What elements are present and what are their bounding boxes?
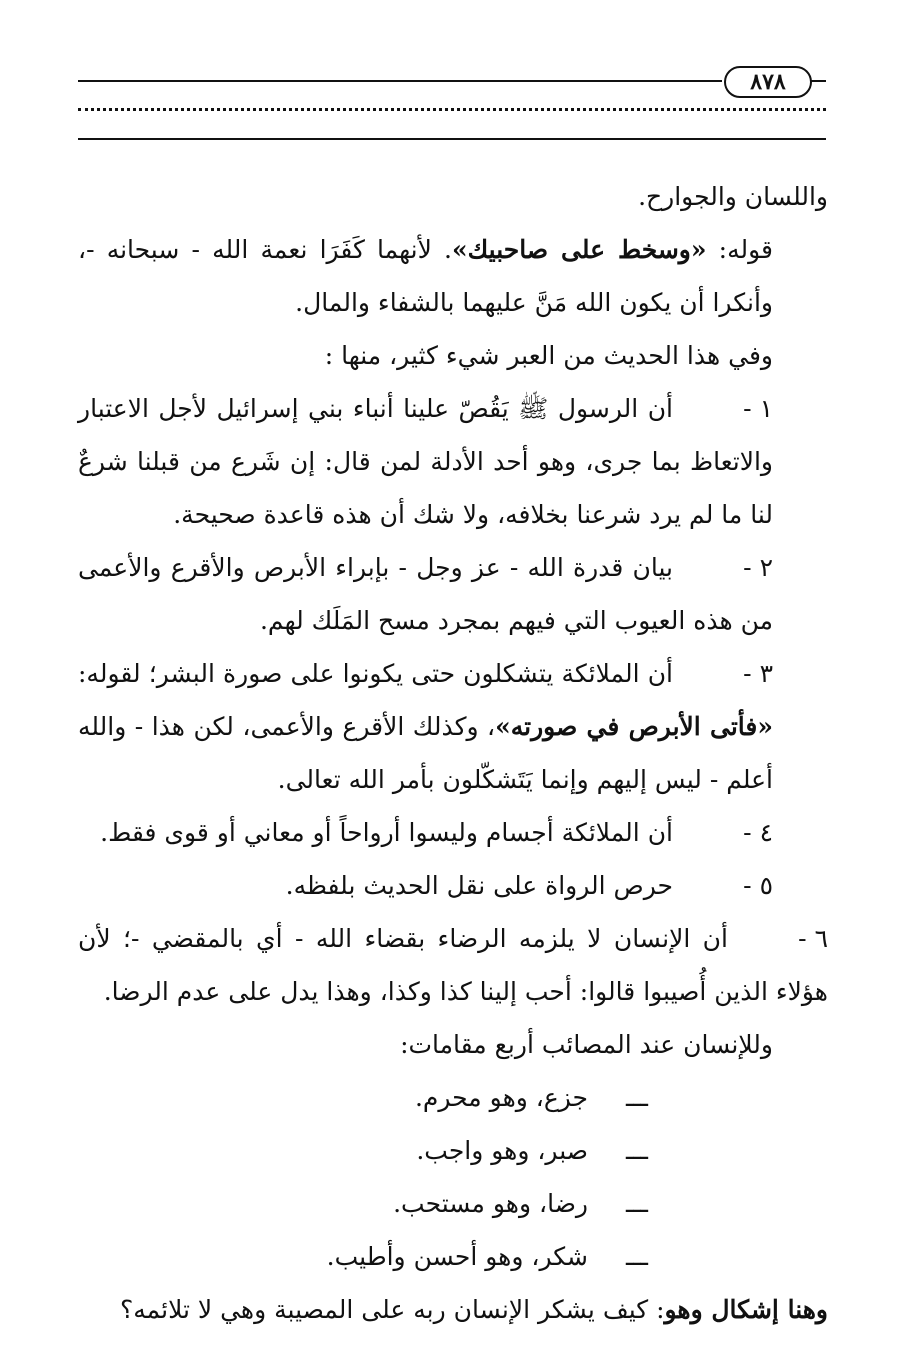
bullet-text: جزع، وهو محرم. <box>414 1083 588 1112</box>
header-rule-left <box>78 80 722 82</box>
item-number: ١ - <box>743 394 773 423</box>
item-text: أن الإنسان لا يلزمه الرضاء بقضاء الله - أي بالمقضي -؛ لأن هؤلاء الذين أُصيبوا قالوا: أحب إلينا كذا وكذا، وهذا يدل على عدم الرضا. <box>78 924 828 1006</box>
item-text: ، وكذلك الأقرع والأعمى، لكن هذا - والله أعلم - ليس إليهم وإنما يَتَشكّلون بأمر الله تعالى. <box>78 712 773 794</box>
list-item-2 <box>78 541 828 647</box>
item-text: أن الملائكة أجسام وليسوا أرواحاً أو معاني أو قوى فقط. <box>100 818 673 847</box>
dash-mark: ـــ <box>626 1242 648 1271</box>
hadith-quote-2: «فأتى الأبرص في صورته» <box>495 712 773 741</box>
item-number: ٣ - <box>743 659 773 688</box>
page-body <box>78 170 828 1336</box>
paragraph-2 <box>78 223 828 329</box>
item-text: حرص الرواة على نقل الحديث بلفظه. <box>285 871 673 900</box>
page-number-badge <box>724 66 812 98</box>
list-item-6 <box>78 912 828 1018</box>
item-text: أن الملائكة يتشكلون حتى يكونوا على صورة البشر؛ لقوله: <box>78 659 673 688</box>
paragraph-1: واللسان والجوارح. <box>638 182 828 211</box>
bullet-item <box>78 1177 828 1230</box>
dash-mark: ـــ <box>626 1083 648 1112</box>
p2-prefix: قوله: <box>706 235 773 264</box>
paragraph-4: وللإنسان عند المصائب أربع مقامات: <box>400 1030 773 1059</box>
bullet-item <box>78 1124 828 1177</box>
header-rule-bottom <box>78 138 826 140</box>
item-number: ٦ - <box>798 924 828 953</box>
item-number: ٥ - <box>743 871 773 900</box>
closing-paragraph <box>78 1283 828 1336</box>
page-header <box>0 0 924 150</box>
list-item-5 <box>78 859 828 912</box>
paragraph-3: وفي هذا الحديث من العبر شيء كثير، منها : <box>324 341 773 370</box>
dash-mark: ـــ <box>626 1189 648 1218</box>
hadith-quote-1: «وسخط على صاحبيك» <box>451 235 707 264</box>
closing-text: : كيف يشكر الإنسان ربه على المصيبة وهي لا تلائمه؟ <box>119 1295 665 1324</box>
list-item-4 <box>78 806 828 859</box>
p2-rest: . لأنهما كَفَرَا نعمة الله - سبحانه -، وأنكرا أن يكون الله مَنَّ عليهما بالشفاء والمال. <box>78 235 773 317</box>
item-text: أن الرسول ﷺ يَقُصّ علينا أنباء بني إسرائيل لأجل الاعتبار والاتعاظ بما جرى، وهو أحد الأدلة لمن قال: إن شَرع من قبلنا شرعٌ لنا ما لم يرد شرعنا بخلافه، ولا شك أن هذه قاعدة صحيحة. <box>78 394 773 529</box>
bullet-item <box>78 1230 828 1283</box>
closing-bold-lead: وهنا إشكال وهو <box>664 1295 828 1324</box>
bullet-item <box>78 1071 828 1124</box>
dotted-divider <box>78 108 826 111</box>
bullet-text: صبر، وهو واجب. <box>416 1136 588 1165</box>
bullet-text: شكر، وهو أحسن وأطيب. <box>326 1242 588 1271</box>
dash-mark: ـــ <box>626 1136 648 1165</box>
item-number: ٤ - <box>743 818 773 847</box>
list-item-3 <box>78 647 828 806</box>
bullet-text: رضا، وهو مستحب. <box>393 1189 588 1218</box>
list-item-1 <box>78 382 828 541</box>
item-number: ٢ - <box>743 553 773 582</box>
item-text: بيان قدرة الله - عز وجل - بإبراء الأبرص والأقرع والأعمى من هذه العيوب التي فيهم بمجرد مسح المَلَك لهم. <box>78 553 773 635</box>
page-number: ٨٧٨ <box>750 69 786 95</box>
